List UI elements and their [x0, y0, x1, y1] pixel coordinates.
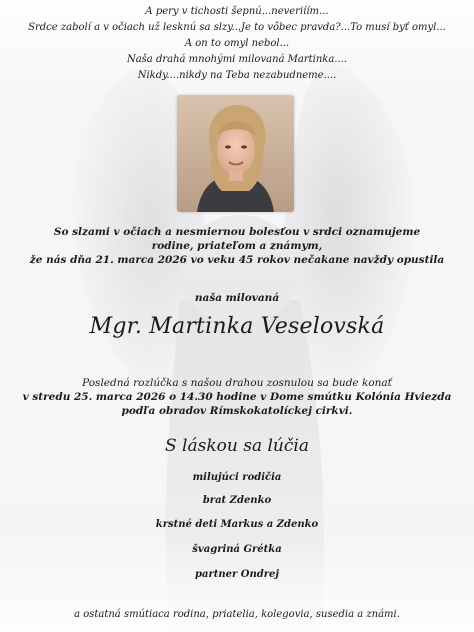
announcement-line: že nás dňa 21. marca 2026 vo veku 45 rokov nečakane navždy opustila	[29, 254, 445, 266]
mourner-line: brat Zdenko	[202, 495, 272, 506]
announcement-line: So slzami v očiach a nesmiernou bolesťou v srdci oznamujeme	[53, 226, 421, 238]
mourner-line: partner Ondrej	[195, 569, 279, 580]
poem-line: Nikdy....nikdy na Teba nezabudneme....	[137, 70, 337, 81]
poem-line: Naša drahá mnohými milovaná Martinka....	[126, 54, 348, 65]
deceased-name: Mgr. Martinka Veselovská	[89, 314, 385, 339]
poem-line: Srdce zabolí a v očiach už lesknú sa slzy...Je to vôbec pravda?...To musí byť omyl...	[28, 22, 446, 33]
farewell-line: podľa obradov Rímskokatolíckej cirkvi.	[121, 405, 353, 417]
announcement-line: rodine, priateľom a známym,	[151, 240, 323, 252]
poem-line: A pery v tichosti šepnú...neveriíím...	[145, 6, 329, 17]
poem-line: A on to omyl nebol...	[184, 38, 290, 49]
farewell-line: v stredu 25. marca 2026 o 14.30 hodine v Dome smútku Kolónia Hviezda	[22, 391, 452, 403]
mourner-line: milujúci rodičia	[192, 472, 282, 483]
mourner-line: švagriná Grétka	[192, 544, 282, 555]
beloved-label: naša milovaná	[194, 292, 280, 304]
portrait-photo	[177, 95, 294, 212]
closing-line: a ostatná smútiaca rodina, priatelia, kolegovia, susedia a známi.	[74, 609, 400, 620]
farewell-line: Posledná rozlúčka s našou drahou zosnulou sa bude konať	[82, 377, 392, 389]
mourner-line: krstné deti Markus a Zdenko	[155, 519, 319, 530]
with-love-heading: S láskou sa lúčia	[165, 436, 309, 456]
